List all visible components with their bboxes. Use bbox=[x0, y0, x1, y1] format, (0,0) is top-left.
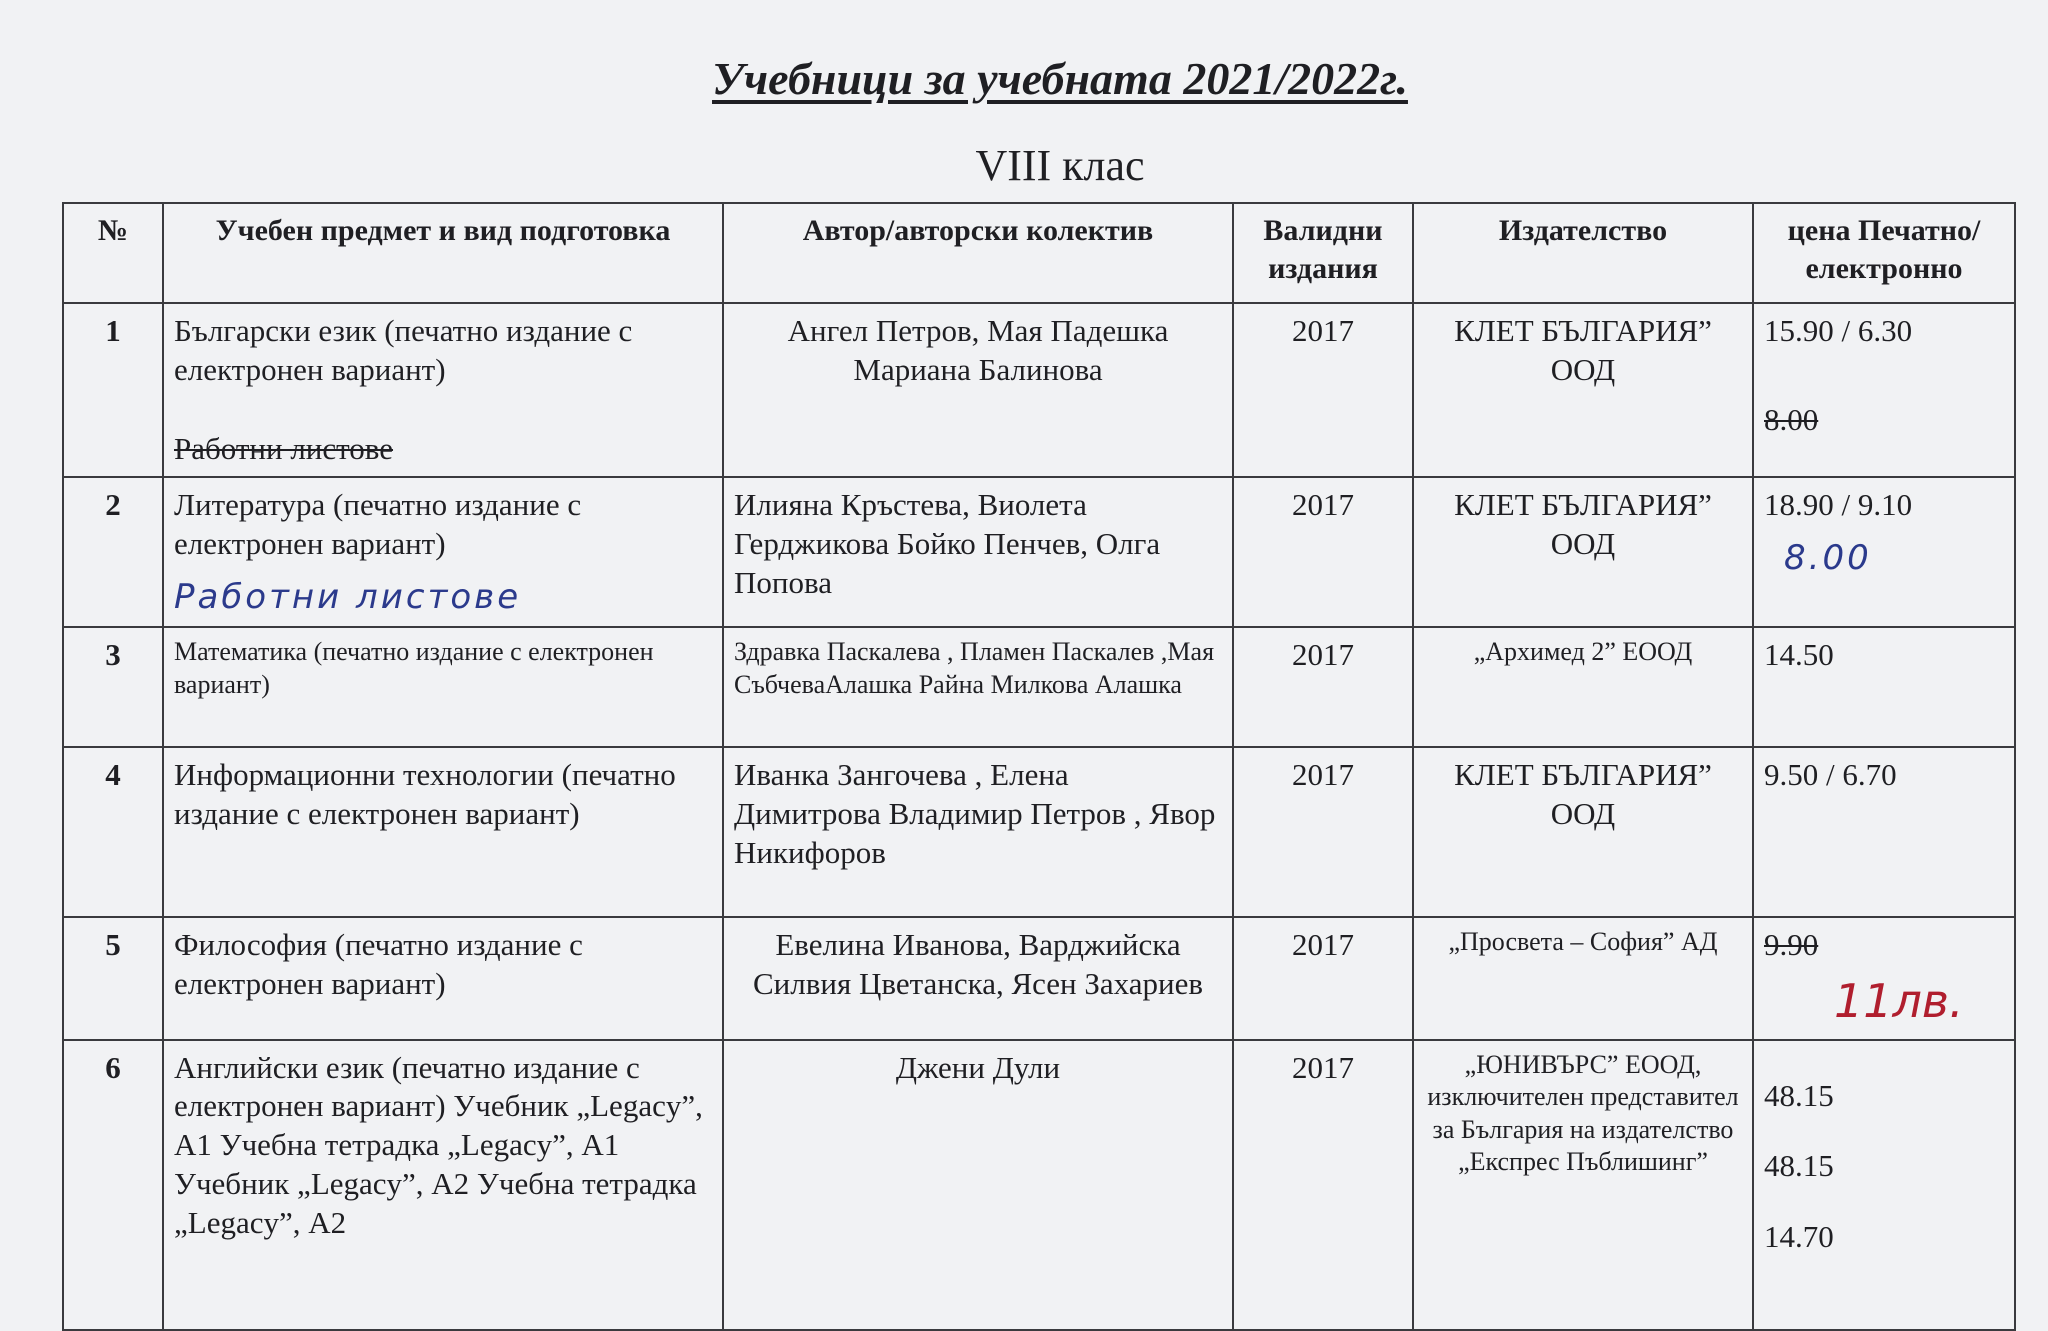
table-row bbox=[63, 747, 2015, 917]
class-subtitle: VIII клас bbox=[975, 141, 1145, 190]
row-number: 3 bbox=[63, 627, 163, 747]
subject-cell: Английски език (печатно издание с електронен вариант) Учебник „Legacy”, А1 Учебна тетрадка „Legacy”, А1 Учебник „Legacy”, А2 Учебна тетрадка „Legacy”, А2 bbox=[163, 1040, 723, 1330]
price-value: 14.70 bbox=[1764, 1219, 1834, 1254]
price-value: 48.15 bbox=[1764, 1077, 1834, 1113]
row-number: 1 bbox=[63, 303, 163, 477]
row-number: 2 bbox=[63, 477, 163, 627]
author-cell: Джени Дули bbox=[723, 1040, 1233, 1330]
price-cell: 9.50 / 6.70 bbox=[1753, 747, 2015, 917]
header-subject: Учебен предмет и вид подготовка bbox=[163, 203, 723, 303]
author-cell: Иванка Зангочева , Елена Димитрова Владимир Петров , Явор Никифоров bbox=[723, 747, 1233, 917]
year-cell: 2017 bbox=[1233, 477, 1413, 627]
row-number: 6 bbox=[63, 1040, 163, 1330]
header-publisher: Издателство bbox=[1413, 203, 1753, 303]
handwritten-note: Работни листове bbox=[174, 576, 522, 617]
table-row bbox=[63, 1040, 2015, 1330]
publisher-cell: „Просвета – София” АД bbox=[1413, 917, 1753, 1039]
header-year: Валидни издания bbox=[1233, 203, 1413, 303]
price-cell bbox=[1753, 303, 2015, 477]
table-header-row bbox=[63, 203, 2015, 303]
header-num: № bbox=[63, 203, 163, 303]
subject-cell: Информационни технологии (печатно издание с електронен вариант) bbox=[163, 747, 723, 917]
year-cell: 2017 bbox=[1233, 917, 1413, 1039]
table-row bbox=[63, 303, 2015, 477]
handwritten-price: 11лв. bbox=[1834, 974, 1964, 1028]
subject-cell: Философия (печатно издание с електронен вариант) bbox=[163, 917, 723, 1039]
price-value: 15.90 / 6.30 bbox=[1764, 313, 1913, 348]
subject-text: Литература (печатно издание с електронен вариант) bbox=[174, 487, 582, 561]
publisher-cell: „ЮНИВЪРС” ЕООД, изключителен представител за България на издателство „Експрес Пъблишинг” bbox=[1413, 1040, 1753, 1330]
year-cell: 2017 bbox=[1233, 1040, 1413, 1330]
row-number: 4 bbox=[63, 747, 163, 917]
publisher-cell: „Архимед 2” ЕООД bbox=[1413, 627, 1753, 747]
publisher-cell: КЛЕТ БЪЛГАРИЯ” ООД bbox=[1413, 303, 1753, 477]
subject-text: Български език (печатно издание с електронен вариант) bbox=[174, 313, 633, 387]
page-title: Учебници за учебната 2021/2022г. bbox=[712, 53, 1408, 104]
table-row bbox=[63, 917, 2015, 1039]
year-cell: 2017 bbox=[1233, 303, 1413, 477]
subject-cell: Математика (печатно издание с електронен вариант) bbox=[163, 627, 723, 747]
publisher-cell: КЛЕТ БЪЛГАРИЯ” ООД bbox=[1413, 747, 1753, 917]
year-cell: 2017 bbox=[1233, 747, 1413, 917]
table-row bbox=[63, 477, 2015, 627]
publisher-cell: КЛЕТ БЪЛГАРИЯ” ООД bbox=[1413, 477, 1753, 627]
struck-price: 9.90 bbox=[1764, 927, 1819, 963]
subject-cell bbox=[163, 303, 723, 477]
subject-cell bbox=[163, 477, 723, 627]
handwritten-price: 8.00 bbox=[1784, 538, 1872, 578]
author-cell: Евелина Иванова, Варджийска Силвия Цветанска, Ясен Захариев bbox=[723, 917, 1233, 1039]
price-value: 18.90 / 9.10 bbox=[1764, 487, 1913, 523]
price-cell bbox=[1753, 917, 2015, 1039]
price-cell: 14.50 bbox=[1753, 627, 2015, 747]
author-cell: Здравка Паскалева , Пламен Паскалев ,Мая СъбчеваАлашка Райна Милкова Алашка bbox=[723, 627, 1233, 747]
header-author: Автор/авторски колектив bbox=[723, 203, 1233, 303]
price-value: 48.15 bbox=[1764, 1148, 1834, 1184]
row-number: 5 bbox=[63, 917, 163, 1039]
table-row bbox=[63, 627, 2015, 747]
struck-subject-extra: Работни листове bbox=[174, 430, 394, 466]
textbook-table bbox=[62, 202, 2016, 1331]
author-cell: Илияна Кръстева, Виолета Герджикова Бойко Пенчев, Олга Попова bbox=[723, 477, 1233, 627]
header-price: цена Печатно/ електронно bbox=[1753, 203, 2015, 303]
year-cell: 2017 bbox=[1233, 627, 1413, 747]
author-cell: Ангел Петров, Мая Падешка Мариана Балинова bbox=[723, 303, 1233, 477]
price-cell bbox=[1753, 1040, 2015, 1330]
struck-price: 8.00 bbox=[1764, 401, 1819, 437]
price-cell bbox=[1753, 477, 2015, 627]
